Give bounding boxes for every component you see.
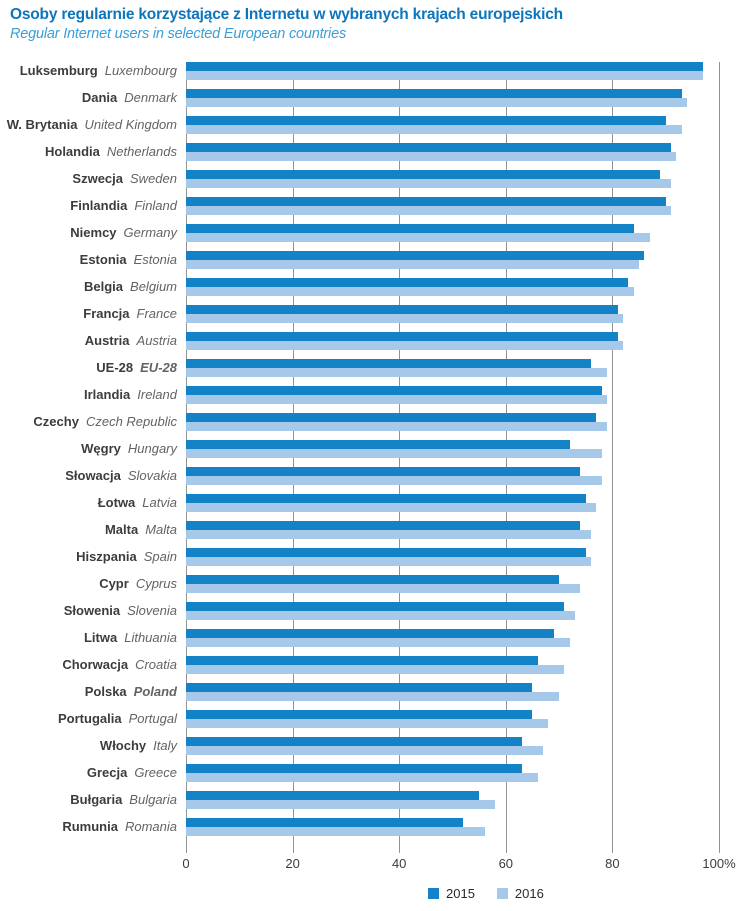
bar-2015-Luksemburg <box>186 62 703 71</box>
country-name-en: Ireland <box>137 387 177 402</box>
bar-2015-Austria <box>186 332 618 341</box>
country-name-en: Netherlands <box>106 144 177 159</box>
bar-2016-Grecja <box>186 773 538 782</box>
bar-2016-Czechy <box>186 422 607 431</box>
row-label <box>70 791 177 809</box>
row-label <box>84 629 177 647</box>
bar-2016-Litwa <box>186 638 570 647</box>
bar-2015-Łotwa <box>186 494 586 503</box>
chart-row <box>70 197 719 224</box>
bar-2015-Portugalia <box>186 710 532 719</box>
x-axis <box>182 845 736 875</box>
bar-2016-Chorwacja <box>186 665 564 674</box>
bar-2015-Estonia <box>186 251 644 260</box>
chart-row <box>86 764 719 791</box>
bar-2016-Polska <box>186 692 559 701</box>
bar-2016-W. Brytania <box>186 125 682 134</box>
row-label <box>85 332 177 350</box>
row-label <box>96 359 177 377</box>
country-name-en: Lithuania <box>124 630 177 645</box>
country-name-pl: Dania <box>81 90 118 105</box>
country-name-en: Croatia <box>135 657 177 672</box>
country-name-en: United Kingdom <box>84 117 177 132</box>
chart-row <box>65 467 719 494</box>
country-name-en: Portugal <box>128 711 177 726</box>
tick-label-60: 60 <box>498 856 514 871</box>
chart-row <box>81 89 719 116</box>
country-name-en: Germany <box>123 225 177 240</box>
bar-2016-Węgry <box>186 449 602 458</box>
chart-subtitle: Regular Internet users in selected European countries <box>10 26 346 42</box>
country-name-en: Spain <box>143 549 177 564</box>
country-name-pl: W. Brytania <box>6 117 78 132</box>
chart-row <box>97 494 719 521</box>
bar-2016-Finlandia <box>186 206 671 215</box>
country-name-pl: Malta <box>104 522 139 537</box>
country-name-en: Bulgaria <box>129 792 177 807</box>
chart-row <box>96 359 719 386</box>
row-label <box>20 62 177 80</box>
row-label <box>70 197 177 215</box>
country-name-en: France <box>136 306 177 321</box>
row-label <box>45 143 177 161</box>
bar-2016-Włochy <box>186 746 543 755</box>
country-name-pl: Litwa <box>83 630 118 645</box>
bar-2015-Polska <box>186 683 532 692</box>
bar-2016-Holandia <box>186 152 676 161</box>
row-label <box>81 440 177 458</box>
bar-2015-W. Brytania <box>186 116 666 125</box>
row-label <box>84 278 177 296</box>
row-label <box>82 89 177 107</box>
country-name-pl: UE-28 <box>96 360 134 375</box>
country-name-pl: Portugalia <box>58 711 122 726</box>
country-name-en: Denmark <box>124 90 177 105</box>
row-label <box>64 602 177 620</box>
row-label <box>85 683 177 701</box>
bar-2016-UE-28 <box>186 368 607 377</box>
row-label <box>58 710 177 728</box>
bar-2015-Rumunia <box>186 818 463 827</box>
bar-2015-Włochy <box>186 737 522 746</box>
row-label <box>84 386 177 404</box>
bar-2016-Malta <box>186 530 591 539</box>
country-name-en: Latvia <box>142 495 177 510</box>
tick-mark-0 <box>186 845 187 853</box>
chart-title: Osoby regularnie korzystające z Internetu w wybranych krajach europejskich <box>10 6 563 23</box>
legend-swatch-2015 <box>428 888 439 899</box>
country-name-en: Romania <box>124 819 177 834</box>
row-label <box>105 521 177 539</box>
chart-row <box>84 332 719 359</box>
chart-row <box>62 818 719 845</box>
country-name-pl: Łotwa <box>97 495 136 510</box>
country-name-en: Greece <box>134 765 177 780</box>
country-name-en: Estonia <box>133 252 177 267</box>
country-name-pl: Estonia <box>79 252 127 267</box>
tick-mark-80 <box>612 845 613 853</box>
bar-2015-Hiszpania <box>186 548 586 557</box>
row-label <box>33 413 177 431</box>
bar-2016-Hiszpania <box>186 557 591 566</box>
bar-2015-Słowacja <box>186 467 580 476</box>
country-name-en: Slovenia <box>127 603 177 618</box>
plot-area <box>6 62 719 845</box>
tick-label-40: 40 <box>391 856 407 871</box>
bar-2016-Belgia <box>186 287 634 296</box>
country-name-pl: Polska <box>84 684 127 699</box>
bar-2016-Portugalia <box>186 719 548 728</box>
country-name-pl: Bułgaria <box>70 792 123 807</box>
chart-row <box>62 656 719 683</box>
bar-2016-Słowenia <box>186 611 575 620</box>
chart-row <box>63 602 719 629</box>
legend <box>428 886 566 900</box>
bar-2016-Bułgaria <box>186 800 495 809</box>
country-name-pl: Austria <box>84 333 130 348</box>
chart-row <box>83 305 719 332</box>
bar-2015-Finlandia <box>186 197 666 206</box>
country-name-pl: Rumunia <box>62 819 118 834</box>
row-label <box>76 548 177 566</box>
chart-row <box>79 251 719 278</box>
row-label <box>87 764 177 782</box>
country-name-pl: Hiszpania <box>76 549 137 564</box>
country-name-pl: Słowenia <box>63 603 121 618</box>
bar-2016-Szwecja <box>186 179 671 188</box>
bar-2015-Francja <box>186 305 618 314</box>
country-name-en: Hungary <box>127 441 177 456</box>
tick-label-80: 80 <box>605 856 620 871</box>
country-name-pl: Finlandia <box>70 198 128 213</box>
bar-2015-UE-28 <box>186 359 591 368</box>
country-name-pl: Słowacja <box>65 468 121 483</box>
row-label <box>100 737 177 755</box>
country-name-pl: Szwecja <box>72 171 124 186</box>
country-name-pl: Czechy <box>33 414 79 429</box>
tick-mark-100 <box>719 845 720 853</box>
chart-row <box>99 737 719 764</box>
chart-row <box>58 710 719 737</box>
gridline-100 <box>719 62 720 845</box>
country-name-en: Poland <box>133 684 177 699</box>
country-name-en: Czech Republic <box>85 414 177 429</box>
tick-mark-20 <box>293 845 294 853</box>
chart-row <box>84 278 719 305</box>
row-label <box>80 251 177 269</box>
country-name-pl: Luksemburg <box>19 63 98 78</box>
bar-2016-Rumunia <box>186 827 485 836</box>
bar-2015-Bułgaria <box>186 791 479 800</box>
legend-swatch-2016 <box>497 888 508 899</box>
bar-2015-Litwa <box>186 629 554 638</box>
chart-row <box>72 170 719 197</box>
country-name-pl: Francja <box>83 306 130 321</box>
bar-2015-Irlandia <box>186 386 602 395</box>
bar-2015-Malta <box>186 521 580 530</box>
chart-row <box>76 548 719 575</box>
country-name-en: Belgium <box>130 279 177 294</box>
bar-2015-Holandia <box>186 143 671 152</box>
country-name-en: Finland <box>134 198 177 213</box>
country-name-en: Luxembourg <box>104 63 177 78</box>
country-name-pl: Holandia <box>44 144 100 159</box>
row-label <box>62 818 177 836</box>
chart-row <box>81 440 719 467</box>
bar-2016-Łotwa <box>186 503 596 512</box>
country-name-pl: Niemcy <box>70 225 117 240</box>
bar-2016-Luksemburg <box>186 71 703 80</box>
bar-2015-Węgry <box>186 440 570 449</box>
country-name-pl: Belgia <box>84 279 124 294</box>
bar-2016-Irlandia <box>186 395 607 404</box>
bar-2016-Estonia <box>186 260 639 269</box>
country-name-en: Slovakia <box>127 468 177 483</box>
tick-label-100: 100% <box>702 856 736 871</box>
row-label <box>83 305 177 323</box>
country-name-en: Cyprus <box>135 576 177 591</box>
chart-rows <box>6 62 719 845</box>
chart-row <box>83 629 719 656</box>
chart-row <box>70 224 719 251</box>
legend-label-2015: 2015 <box>446 885 475 901</box>
country-name-en: EU-28 <box>140 360 177 375</box>
bar-2015-Dania <box>186 89 682 98</box>
country-name-en: Sweden <box>130 171 177 186</box>
chart-row <box>99 575 719 602</box>
legend-label-2016: 2016 <box>514 885 544 901</box>
country-name-pl: Irlandia <box>84 387 131 402</box>
tick-mark-40 <box>399 845 400 853</box>
row-label <box>98 494 177 512</box>
bar-2016-Cypr <box>186 584 580 593</box>
row-label <box>65 467 177 485</box>
country-name-pl: Włochy <box>99 738 147 753</box>
row-label <box>62 656 177 674</box>
country-name-pl: Chorwacja <box>62 657 129 672</box>
tick-label-0: 0 <box>182 856 190 871</box>
country-name-en: Italy <box>153 738 177 753</box>
bar-2015-Chorwacja <box>186 656 538 665</box>
row-label <box>70 224 177 242</box>
row-label <box>99 575 177 593</box>
country-name-pl: Grecja <box>86 765 128 780</box>
bar-2015-Słowenia <box>186 602 564 611</box>
chart-row <box>19 62 719 89</box>
bar-2016-Słowacja <box>186 476 602 485</box>
country-name-pl: Cypr <box>99 576 129 591</box>
chart-row <box>44 143 719 170</box>
chart-row <box>104 521 719 548</box>
chart-row <box>6 116 719 143</box>
bar-2015-Niemcy <box>186 224 634 233</box>
tick-label-20: 20 <box>285 856 300 871</box>
row-label <box>7 116 177 134</box>
tick-mark-60 <box>506 845 507 853</box>
bar-2015-Czechy <box>186 413 596 422</box>
row-label <box>72 170 177 188</box>
chart-row <box>84 683 719 710</box>
bar-2015-Cypr <box>186 575 559 584</box>
bar-2016-Austria <box>186 341 623 350</box>
country-name-en: Austria <box>136 333 177 348</box>
bar-2016-Dania <box>186 98 687 107</box>
chart-row <box>33 413 719 440</box>
chart-row <box>70 791 719 818</box>
country-name-en: Malta <box>145 522 177 537</box>
bar-2016-Niemcy <box>186 233 650 242</box>
bar-2015-Szwecja <box>186 170 660 179</box>
country-name-pl: Węgry <box>81 441 121 456</box>
bar-2015-Belgia <box>186 278 628 287</box>
chart-row <box>84 386 719 413</box>
bar-2015-Grecja <box>186 764 522 773</box>
bar-2016-Francja <box>186 314 623 323</box>
